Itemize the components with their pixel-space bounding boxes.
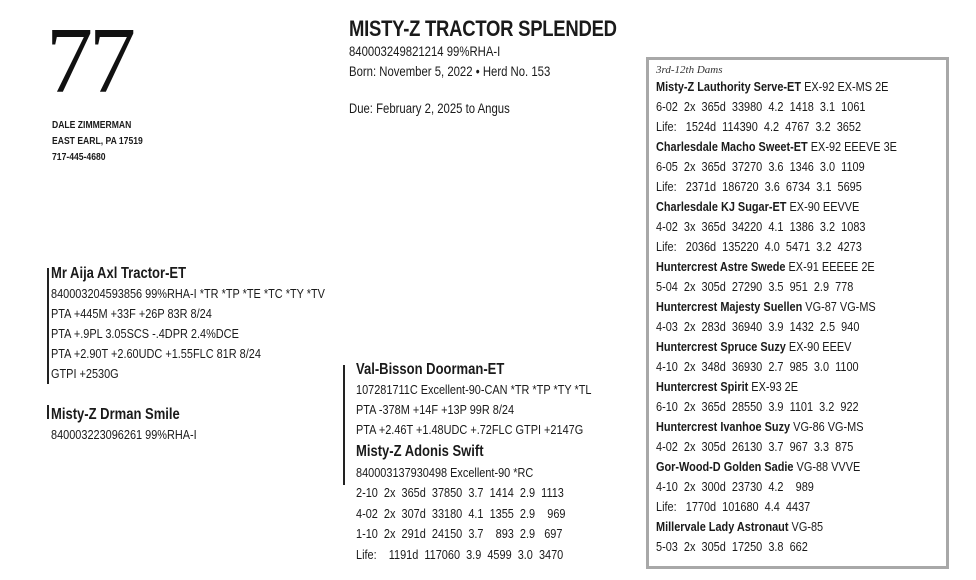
dam-entry bbox=[656, 417, 897, 437]
dam-entry bbox=[656, 197, 897, 217]
maternal-grandsire-block bbox=[356, 360, 592, 440]
ancestor-dam-record: 4-02 3x 365d 34220 4.1 1386 3.2 1083 bbox=[656, 219, 866, 234]
ancestor-dam-name: Misty-Z Lauthority Serve-ET bbox=[656, 79, 802, 94]
mgd-line: 840003137930498 Excellent-90 *RC bbox=[356, 464, 534, 480]
ancestor-dam-name: Huntercrest Astre Swede bbox=[656, 259, 786, 274]
ancestor-dam-classification: EX-92 EX-MS 2E bbox=[804, 79, 889, 94]
ancestor-dam-classification: EX-90 EEVVE bbox=[789, 199, 860, 214]
mgd-line: 4-02 2x 307d 33180 4.1 1355 2.9 969 bbox=[356, 505, 566, 521]
sire-line: PTA +.9PL 3.05SCS -.4DPR 2.4%DCE bbox=[51, 326, 239, 341]
ancestor-dam-name: Charlesdale Macho Sweet-ET bbox=[656, 139, 808, 154]
consignor-info bbox=[52, 118, 143, 166]
mgs-line: PTA +2.46T +1.48UDC +.72FLC GTPI +2147G bbox=[356, 422, 584, 437]
maternal-bracket bbox=[343, 365, 345, 485]
ancestor-dam-classification: EX-93 2E bbox=[751, 379, 799, 394]
ancestor-dam-name: Huntercrest Spruce Suzy bbox=[656, 339, 786, 354]
sire-line: PTA +2.90T +2.60UDC +1.55FLC 81R 8/24 bbox=[51, 346, 261, 361]
ancestor-dam-record: 6-05 2x 365d 37270 3.6 1346 3.0 1109 bbox=[656, 159, 865, 174]
ancestor-dam-classification: EX-92 EEEVE 3E bbox=[810, 139, 897, 154]
ancestor-dam-name: Millervale Lady Astronaut bbox=[656, 519, 789, 534]
cow-name: MISTY-Z TRACTOR SPLENDED bbox=[349, 16, 617, 41]
ancestor-dam-classification: VG-85 bbox=[791, 519, 824, 534]
ancestor-dam-classification: VG-88 VVVE bbox=[796, 459, 861, 474]
ancestor-dam-record: 6-02 2x 365d 33980 4.2 1418 3.1 1061 bbox=[656, 99, 866, 114]
ancestor-dam-name: Huntercrest Ivanhoe Suzy bbox=[656, 419, 791, 434]
ancestor-dam-record: Life: 2371d 186720 3.6 6734 3.1 5695 bbox=[656, 179, 862, 194]
ancestor-dam-record: 5-04 2x 305d 27290 3.5 951 2.9 778 bbox=[656, 279, 854, 294]
ancestor-dam-record: 4-10 2x 348d 36930 2.7 985 3.0 1100 bbox=[656, 359, 859, 374]
sire-block bbox=[51, 264, 325, 384]
ancestor-dam-name: Huntercrest Majesty Suellen bbox=[656, 299, 803, 314]
ancestor-dam-record: 4-03 2x 283d 36940 3.9 1432 2.5 940 bbox=[656, 319, 860, 334]
sire-line: PTA +445M +33F +26P 83R 8/24 bbox=[51, 306, 212, 321]
cow-registration: 840003249821214 99%RHA-I bbox=[349, 44, 501, 59]
mgd-line: 2-10 2x 365d 37850 3.7 1414 2.9 1113 bbox=[356, 485, 564, 500]
ancestor-dam-record: 6-10 2x 365d 28550 3.9 1101 3.2 922 bbox=[656, 399, 859, 414]
mgs-line: 107281711C Excellent-90-CAN *TR *TP *TY *TL bbox=[356, 382, 592, 397]
ancestor-dam-record: Life: 1770d 101680 4.4 4437 bbox=[656, 499, 811, 514]
cow-birth-herd: Born: November 5, 2022 • Herd No. 153 bbox=[349, 64, 551, 79]
ancestor-dam-record: 4-02 2x 305d 26130 3.7 967 3.3 875 bbox=[656, 439, 854, 454]
mgs-name: Val-Bisson Doorman-ET bbox=[356, 361, 505, 378]
consignor-address: EAST EARL, PA 17519 bbox=[52, 136, 143, 147]
consignor-phone: 717-445-4680 bbox=[52, 152, 106, 163]
mgs-line: PTA -378M +14F +13P 99R 8/24 bbox=[356, 402, 515, 417]
cow-info bbox=[349, 42, 550, 82]
dam-block bbox=[51, 405, 197, 445]
dam-entry bbox=[656, 377, 897, 397]
mgd-name: Misty-Z Adonis Swift bbox=[356, 443, 484, 460]
dam-entry bbox=[656, 517, 897, 537]
ancestor-dam-record: Life: 1524d 114390 4.2 4767 3.2 3652 bbox=[656, 119, 862, 134]
ancestor-dam-name: Gor-Wood-D Golden Sadie bbox=[656, 459, 794, 474]
ancestor-dam-record: 4-10 2x 300d 23730 4.2 989 bbox=[656, 479, 814, 494]
dam-bracket bbox=[47, 405, 49, 419]
sire-line: GTPI +2530G bbox=[51, 366, 119, 381]
ancestor-dam-name: Huntercrest Spirit bbox=[656, 379, 749, 394]
mgd-line: Life: 1191d 117060 3.9 4599 3.0 3470 bbox=[356, 546, 564, 562]
dam-entry bbox=[656, 137, 897, 157]
cow-due-date: Due: February 2, 2025 to Angus bbox=[349, 101, 510, 116]
dam-name: Misty-Z Drman Smile bbox=[51, 406, 180, 423]
sire-name: Mr Aija Axl Tractor-ET bbox=[51, 265, 187, 282]
dam-entry bbox=[656, 297, 897, 317]
ancestor-dam-classification: VG-87 VG-MS bbox=[805, 299, 876, 314]
lot-number: 77 bbox=[46, 9, 132, 113]
sire-line: 840003204593856 99%RHA-I *TR *TP *TE *TC *TY *TV bbox=[51, 286, 325, 301]
ancestor-dam-classification: VG-86 VG-MS bbox=[793, 419, 864, 434]
consignor-name: DALE ZIMMERMAN bbox=[52, 120, 132, 131]
ancestor-dam-name: Charlesdale KJ Sugar-ET bbox=[656, 199, 787, 214]
dams-entries bbox=[656, 77, 897, 557]
ancestor-dam-classification: EX-91 EEEEE 2E bbox=[788, 259, 875, 274]
dam-entry bbox=[656, 337, 897, 357]
dams-list bbox=[656, 63, 943, 557]
ancestor-dam-record: 5-03 2x 305d 17250 3.8 662 bbox=[656, 539, 808, 554]
dam-entry bbox=[656, 257, 897, 277]
dam-registration: 840003223096261 99%RHA-I bbox=[51, 427, 197, 442]
mgd-line: 1-10 2x 291d 24150 3.7 893 2.9 697 bbox=[356, 526, 563, 541]
ancestor-dam-classification: EX-90 EEEV bbox=[788, 339, 852, 354]
maternal-granddam-block bbox=[356, 442, 565, 565]
dam-entry bbox=[656, 77, 897, 97]
dams-heading: 3rd-12th Dams bbox=[656, 64, 723, 76]
sire-bracket bbox=[47, 268, 49, 384]
dam-entry bbox=[656, 457, 897, 477]
ancestor-dam-record: Life: 2036d 135220 4.0 5471 3.2 4273 bbox=[656, 239, 862, 254]
